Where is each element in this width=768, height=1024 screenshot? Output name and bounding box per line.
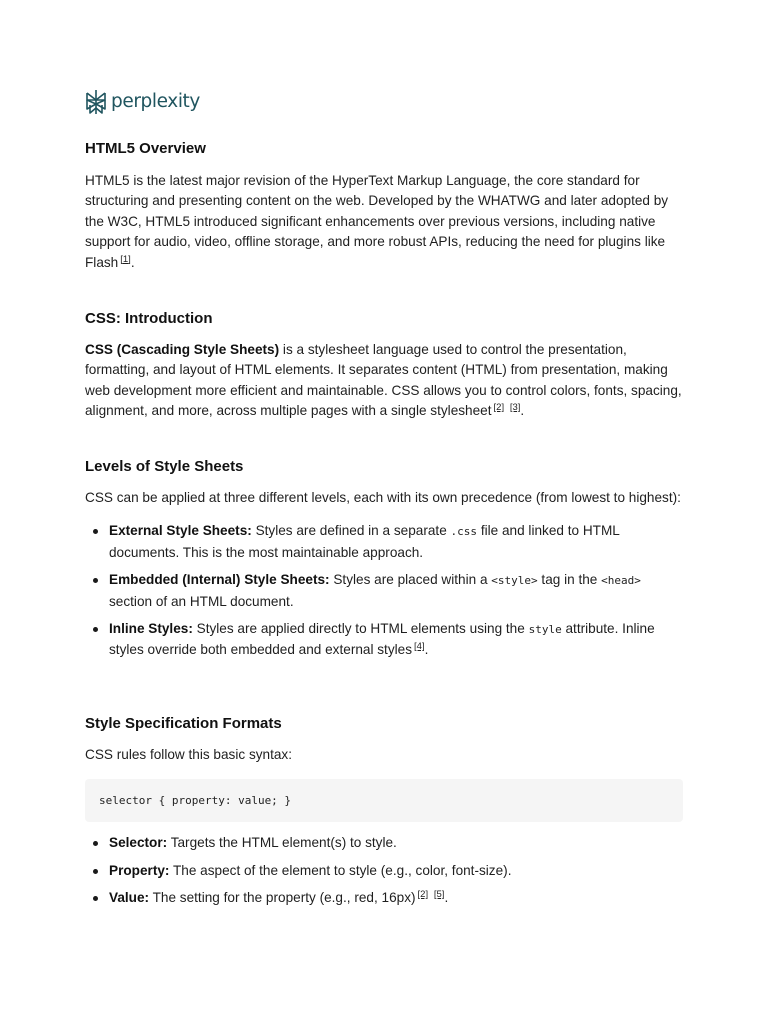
period: . — [424, 642, 429, 658]
list-item — [85, 521, 683, 563]
html5-overview-paragraph — [85, 171, 683, 273]
list-item-term: Property: — [109, 862, 170, 878]
logo-wordmark: perplexity — [111, 91, 200, 112]
list-item — [85, 619, 683, 661]
html5-overview-section — [85, 139, 683, 273]
formats-intro: CSS rules follow this basic syntax: — [85, 747, 293, 762]
list-item-term: External Style Sheets: — [109, 523, 252, 539]
list-item-text: file and linked to HTML documents. This is the most maintainable approach. — [109, 523, 620, 560]
citation-link[interactable]: [2] — [493, 402, 505, 414]
list-item — [85, 570, 683, 612]
list-item-term: Embedded (Internal) Style Sheets: — [109, 572, 330, 588]
citation-link[interactable]: [5] — [433, 889, 445, 901]
formats-heading: Style Specification Formats — [85, 715, 282, 732]
css-intro-text: is a stylesheet language used to control the presentation, formatting, and layout of HTML elements. It separates content (HTML) from presentation, making web development more efficient and maintainable. CSS allows you to control colors, fonts, spacing, alignment, and more, across multiple pages with a single stylesheet — [85, 342, 682, 419]
list-item-text: The aspect of the element to style (e.g., color, font-size). — [169, 862, 512, 878]
list-item — [85, 861, 683, 881]
levels-list — [85, 521, 683, 660]
css-intro-paragraph — [85, 340, 683, 422]
citation-link[interactable]: [4] — [414, 641, 425, 653]
list-item-text: Styles are applied directly to HTML elements using the — [192, 621, 529, 637]
list-item-term: Selector: — [109, 835, 168, 851]
code-block[interactable] — [85, 779, 683, 822]
code-block-text: selector { property: value; } — [99, 794, 292, 808]
inline-code: .css — [450, 525, 478, 539]
period: . — [130, 254, 135, 270]
list-item-text: Styles are placed within a — [329, 572, 492, 588]
list-item-text: tag in the — [537, 572, 602, 588]
list-item-text: attribute. Inline styles override both embedded and external styles — [109, 621, 655, 658]
list-item — [85, 833, 683, 853]
perplexity-logo[interactable] — [85, 88, 200, 116]
levels-section — [85, 457, 683, 661]
period: . — [520, 403, 525, 419]
levels-heading: Levels of Style Sheets — [85, 458, 244, 475]
list-item-text: section of an HTML document. — [109, 593, 294, 609]
html5-overview-heading: HTML5 Overview — [85, 140, 206, 157]
citation-link[interactable]: [3] — [509, 402, 521, 414]
formats-section — [85, 714, 683, 909]
levels-intro: CSS can be applied at three different levels, each with its own precedence (from lowest to highest): — [85, 490, 681, 505]
inline-code: style — [528, 623, 562, 637]
inline-code: <head> — [601, 574, 641, 588]
list-item-text: Styles are defined in a separate — [251, 523, 451, 539]
citation-link[interactable]: [2] — [417, 889, 429, 901]
css-term: CSS (Cascading Style Sheets) — [85, 342, 280, 357]
period: . — [444, 890, 449, 906]
list-item-text: The setting for the property (e.g., red, 16px) — [149, 890, 416, 906]
list-item-term: Value: — [109, 890, 150, 906]
list-item-text: Targets the HTML element(s) to style. — [167, 835, 397, 851]
css-intro-section — [85, 309, 683, 422]
html5-overview-text: HTML5 is the latest major revision of the HyperText Markup Language, the core standard for structuring and presenting content on the web. Developed by the WHATWG and later adopted by the W3C, HTML5 introduced significant enhancements over previous versions, including native support for audio, video, offline storage, and more robust APIs, reducing the need for plugins like Flash — [85, 173, 669, 270]
list-item-term: Inline Styles: — [109, 621, 193, 637]
citation-link[interactable]: [1] — [120, 253, 131, 265]
css-intro-heading: CSS: Introduction — [85, 310, 213, 327]
list-item — [85, 888, 683, 908]
perplexity-logo-icon — [85, 89, 107, 115]
formats-list — [85, 833, 683, 908]
inline-code: <style> — [491, 574, 538, 588]
